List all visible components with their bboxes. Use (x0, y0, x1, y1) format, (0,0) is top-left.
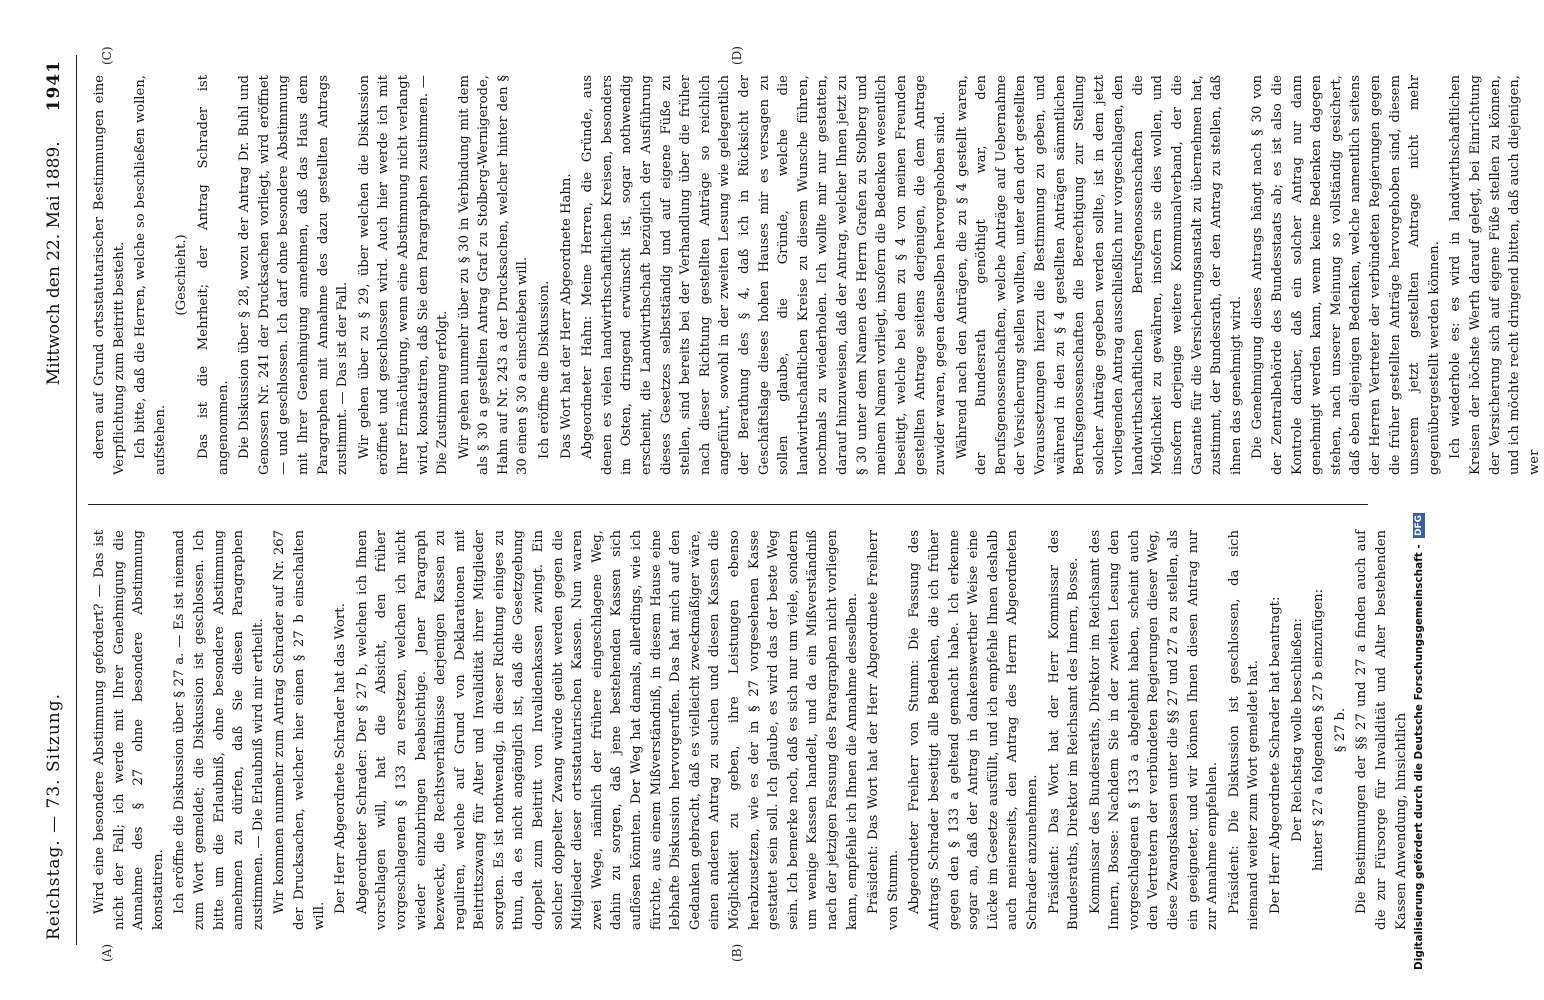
right-column (90, 75, 1542, 475)
paragraph: hinter § 27 a folgenden § 27 b einzufügen: (1311, 588, 1327, 872)
credit-text: Digitalisierung gefördert durch die Deutsche Forschungsgemeinschaft - (1413, 544, 1425, 970)
margin-mark-b: (B) (730, 943, 744, 962)
paragraph: Präsident: Die Diskussion ist geschlossen, da sich niemand weiter zum Wort gemeldet hat. (1226, 530, 1262, 930)
digitization-credit (1408, 30, 1430, 970)
paragraph: Das Wort hat der Herr Abgeordnete Hahn. (558, 173, 574, 459)
paragraph: Kommissar des Bundesraths, Direktor im Reichsamt des Innern, Bosse: Nachdem Sie in der zweiten Lesung den vorgeschlagenen § 133 a abgelehnt haben, scheint auch den Vertretern der verbündeten Regierungen dieser Weg, diese Zwangskassen unter die §§ 27 und 27 a zu stellen, als ein geeigneter, und wir können Ihnen diesen Antrag nur zur Annahme empfehlen. (1087, 530, 1221, 930)
paragraph: Während nach den Anträgen, die zu § 4 gestellt waren, der Bundesrath genöthigt war, den Berufsgenossenschaften, welche Anträge auf Uebernahme der Versicherung stellen wollten, unter den dort gestellten Voraussetzungen hierzu die Bestimmung zu geben, und während in den zu § 4 gestellten Anträgen sämmtlichen Berufsgenossenschaften die Berechtigung zur Stellung solcher Anträge gegeben werden sollte, ist in dem jetzt vorliegenden Antrag ausschließlich nur vorgeschlagen, den landwirthschaftlichen Berufsgenossenschaften die Möglichkeit zu gewähren, insofern sie dies wollen, und insofern derjenige weitere Kommunalverband, der die Garantie für die Versicherungsanstalt zu übernehmen hat, zustimmt, der Bundesrath, der den Antrag zu stellen, daß ihnen das genehmigt wird. (954, 75, 1244, 475)
paragraph: Wird eine besondere Abstimmung gefordert? — Das ist nicht der Fall; ich werde mit Ihrer Genehmigung die Annahme des § 27 ohne besondere Abstimmung konstatiren. (92, 530, 166, 930)
column-divider (88, 504, 1368, 505)
paragraph: Abgeordneter Schrader: Der § 27 b, welchen ich Ihnen vorschlagen will, hat die Absicht, den früher vorgeschlagenen § 133 zu ersetzen, welchen ich nicht wieder einzubringen beabsichtige. Jener Paragraph bezweckt, die Rechtsverhältnisse derjenigen Kassen zu reguliren, welche auf Grund von Deklarationen mit Beitrittszwang für Alter und Invalidität ihrer Mitglieder sorgten. Es ist nothwendig, in dieser Richtung einiges zu thun, da es nicht angänglich ist, daß die Gesetzgebung doppelt zum Beitritt von Invalidenkassen zwingt. Ein solcher doppelter Zwang würde geübt werden gegen die Mitglieder dieser ortsstatutarischen Kassen. Nun waren zwei Wege, nämlich der frühere eingeschlagene Weg, dahin zu sorgen, daß jene bestehenden Kassen sich auflösen könnten. Der Weg hat damals, allerdings, wie ich fürchte, aus einem Mißverständniß, in diesem Hause eine lebhafte Diskussion hervorgerufen. Das hat mich auf den Gedanken gebracht, daß es vielleicht zweckmäßiger wäre, einen anderen Antrag zu suchen und diesen Kassen die Möglichkeit zu geben, ihre Leistungen ebenso herabzusetzen, wie es der in § 27 vorgesehenen Kasse gestattet sein soll. Ich glaube, es wird das der beste Weg sein. Ich bemerke noch, daß es sich nur um viele, sondern um wenige Kassen handelt, und da ein Mißverständniß nach der jetzigen Fassung des Paragraphen nicht vorliegen kann, empfehle ich Ihnen die Annahme desselben. (354, 530, 860, 930)
paragraph: § 27 b. (1332, 707, 1348, 753)
paragraph: Präsident: Das Wort hat der Herr Kommissar des Bundesraths, Direktor im Reichsamt des Innern, Bosse. (1046, 530, 1082, 930)
running-header (40, 60, 68, 940)
header-session: Reichstag. — 73. Sitzung. (44, 692, 64, 940)
paragraph: Die Genehmigung dieses Antrags hängt nach § 30 von der Zentralbehörde des Bundesstaats ab; es ist also die Kontrole darüber, daß ein solcher Antrag nur dann genehmigt werden kann, wenn keine Bedenken dagegen stehen, nach unserer Meinung so vollständig gesichert, daß eben diejenigen Bedenken, welche namentlich seitens der Herren Vertreter der verbündeten Regierungen gegen die früher gestellten Anträge hervorgehoben sind, diesem unserem jetzt gestellten Antrage nicht mehr gegenübergestellt werden können. (1250, 75, 1442, 475)
paragraph: Abgeordneter Freiherr von Stumm: Die Fassung des Antrags Schrader beseitigt alle Bedenken, die ich früher gegen den § 133 a geltend gemacht habe. Ich erkenne sogar an, daß der Antrag in dankenswerther Weise eine Lücke im Gesetze ausfüllt, und ich empfehle Ihnen deshalb auch meinerseits, den Antrag des Herrn Abgeordneten Schrader anzunehmen. (907, 530, 1040, 930)
paragraph: Der Reichstag wolle beschließen: (1289, 618, 1305, 842)
paragraph: deren auf Grund ortsstatutarischer Bestimmungen eine Verpflichtung zum Beitritt besteht. (92, 75, 127, 475)
paragraph: (Geschieht.) (174, 234, 190, 316)
paragraph: Der Herr Abgeordnete Schrader hat das Wort. (333, 603, 349, 914)
margin-mark-c: (C) (100, 46, 114, 65)
page-number: 1941 (44, 59, 64, 112)
header-date: Mittwoch den 22. Mai 1889. (44, 141, 64, 386)
dfg-logo-badge: DFG (1414, 515, 1424, 537)
paragraph: Der Herr Abgeordnete Schrader hat beantragt: (1268, 596, 1284, 914)
margin-mark-a: (A) (100, 943, 114, 962)
paragraph: Ich eröffne die Diskussion. (537, 280, 553, 459)
paragraph: Wir kommen nunmehr zum Antrag Schrader auf Nr. 267 der Drucksachen, welcher hier einen § 27 b einschalten will. (272, 530, 327, 930)
margin-mark-d: (D) (730, 46, 744, 65)
paragraph: Ich bitte, daß die Herren, welche so beschließen wollen, aufstehen. (133, 75, 168, 475)
paragraph: Wir gehen nunmehr über zu § 30 in Verbindung mit dem als § 30 a gestellten Antrag Graf zu Stolberg-Wernigerode, Hahn auf Nr. 243 a der Drucksachen, welcher hinter den § 30 einen § 30 a einschieben will. (456, 75, 531, 475)
paragraph: Präsident: Das Wort hat der Herr Abgeordnete Freiherr von Stumm. (866, 530, 901, 930)
paragraph: Ich eröffne die Diskussion über § 27 a. — Es ist niemand zum Wort gemeldet; die Diskussion ist geschlossen. Ich bitte um die Erlaubniß, ohne besondere Abstimmung annehmen zu dürfen, daß Sie diesen Paragraphen zustimmen. — Die Erlaubniß wird mir ertheilt. (172, 530, 266, 930)
paragraph: Das ist die Mehrheit; der Antrag Schrader ist angenommen. (195, 75, 231, 475)
header-rule (76, 55, 77, 945)
paragraph: Die Diskussion über § 28, wozu der Antrag Dr. Buhl und Genossen Nr. 241 der Drucksachen vorliegt, wird eröffnet — und geschlossen. Ich darf ohne besondere Abstimmung mit Ihrer Genehmigung annehmen, daß das Haus dem Paragraphen mit Annahme des dazu gestellten Antrags zustimmt. — Das ist der Fall. (237, 75, 351, 475)
left-column (90, 530, 1409, 930)
paragraph: Die Bestimmungen der §§ 27 und 27 a finden auch auf die zur Fürsorge für Invalidität und Alter bestehenden Kassen Anwendung, hinsichtlich (1354, 530, 1409, 930)
paragraph: Ich wiederhole es: es wird in landwirthschaftlichen Kreisen der höchste Werth darauf gelegt, bei Einrichtung der Versicherung sich auf eigene Füße stellen zu können, und ich möchte recht dringend bitten, daß auch diejenigen, wer (1448, 75, 1542, 475)
paragraph: Wir gehen über zu § 29, über welchen die Diskussion eröffnet und geschlossen wird. Auch hier werde ich mit Ihrer Ermächtigung, wenn eine Abstimmung nicht verlangt wird, konstatiren, daß Sie dem Paragraphen zustimmen. — Die Zustimmung erfolgt. (356, 75, 451, 475)
paragraph: Abgeordneter Hahn: Meine Herren, die Gründe, aus denen es vielen landwirthschaftlichen Kreisen, besonders im Osten, dringend erwünscht ist, sogar nothwendig erscheint, die Landwirthschaft bezüglich der Ausführung dieses Gesetzes selbstständig und auf eigene Füße zu stellen, sind bereits bei der Verhandlung über die früher nach dieser Richtung gestellten Anträge so reichlich angeführt, sowohl in der zweiten Lesung wie gelegentlich der Berathung des § 4, daß ich in Rücksicht der Geschäftslage dieses hohen Hauses mir es versagen zu sollen glaube, die Gründe, welche die landwirthschaftlichen Kreise zu diesem Wunsche führen, nochmals zu wiederholen. Ich wollte mir nur gestatten, darauf hinzuweisen, daß der Antrag, welcher Ihnen jetzt zu § 30 unter dem Namen des Herrn Grafen zu Stolberg und meinem Namen vorliegt, insofern die Bedenken wesentlich beseitigt, welche bei dem zu § 4 von meinen Freunden gestellten Antrage seitens derjenigen, die dem Antrage zuwider waren, gegen denselben hervorgehoben sind. (580, 75, 948, 475)
